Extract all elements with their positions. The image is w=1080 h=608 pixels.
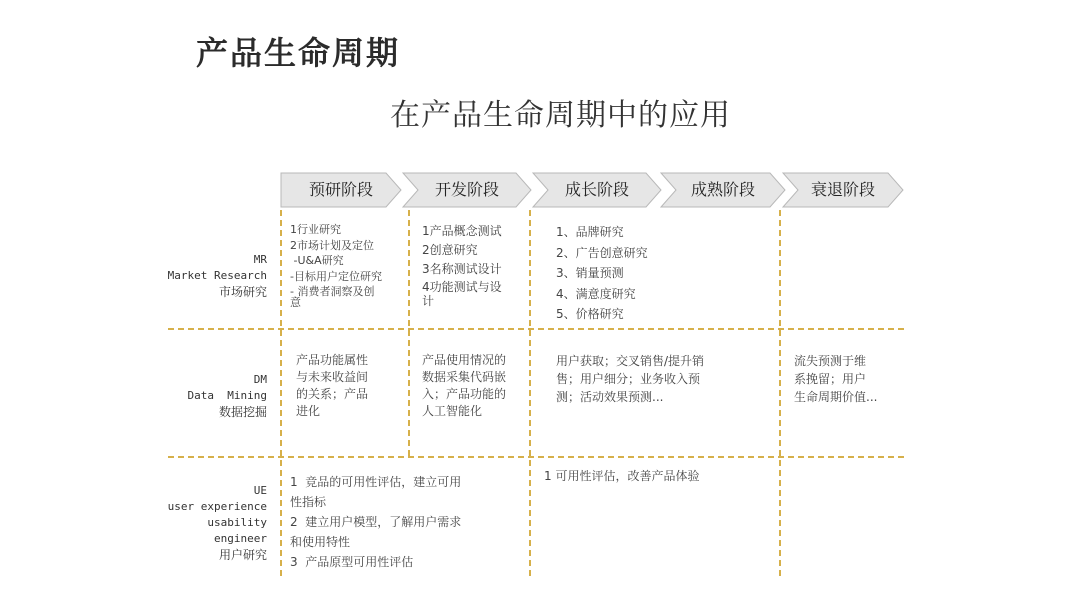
cell-line: 进化 — [296, 404, 321, 418]
cell-ue-research-development — [290, 472, 526, 572]
row-chinese: 市场研究 — [218, 285, 267, 299]
row-chinese: 数据挖掘 — [218, 405, 267, 419]
cell-line: 4功能测试与设 — [422, 280, 502, 294]
row-english: usability — [207, 516, 267, 529]
cell-line: 1行业研究 — [290, 223, 341, 236]
stage-chevron-development — [402, 172, 532, 208]
cell-dm-research — [296, 352, 404, 420]
cell-mr-development — [422, 222, 526, 307]
stage-chevron-maturity — [660, 172, 786, 208]
grid-hline — [168, 328, 904, 330]
cell-line: 人工智能化 — [422, 404, 483, 418]
cell-line: 数据采集代码嵌 — [422, 370, 507, 384]
cell-line: 生命周期价值... — [794, 390, 878, 404]
row-english: Market Research — [167, 269, 267, 282]
cell-line: 流失预测于维 — [794, 354, 867, 368]
cell-mr-growth — [556, 222, 736, 325]
cell-dm-growth — [556, 352, 732, 406]
cell-line: 1 竞品的可用性评估，建立可用 — [290, 475, 462, 489]
cell-line: - 消费者洞察及创 — [290, 285, 375, 298]
cell-line: 3、销量预测 — [556, 266, 624, 280]
grid-vline — [779, 210, 781, 576]
row-chinese: 用户研究 — [218, 548, 267, 562]
row-english: Data Mining — [187, 389, 267, 402]
cell-line: 入；产品功能的 — [422, 387, 507, 401]
grid-vline — [408, 210, 410, 456]
cell-line: 3名称测试设计 — [422, 262, 502, 276]
cell-line: 1 可用性评估，改善产品体验 — [544, 469, 700, 483]
stage-label: 成长阶段 — [564, 180, 629, 199]
stage-chevron-growth — [532, 172, 662, 208]
row-code: DM — [253, 373, 267, 386]
cell-line: 的关系；产品 — [296, 387, 369, 401]
cell-line: 产品使用情况的 — [422, 353, 507, 367]
cell-line: 测；活动效果预测... — [556, 390, 664, 404]
cell-line: 1产品概念测试 — [422, 224, 502, 238]
cell-ue-growth-maturity — [544, 468, 774, 485]
stage-label: 预研阶段 — [308, 180, 373, 199]
cell-line: 性指标 — [290, 495, 327, 509]
cell-line: 系挽留；用户 — [794, 372, 867, 386]
cell-line: 4、满意度研究 — [556, 286, 636, 301]
grid-hline — [168, 456, 904, 458]
cell-dm-development — [422, 352, 528, 420]
cell-line: 3 产品原型可用性评估 — [290, 555, 414, 569]
cell-mr-research — [290, 222, 406, 310]
cell-line: 产品功能属性 — [296, 353, 369, 367]
cell-line: 1、品牌研究 — [556, 225, 624, 239]
cell-line: 2 建立用户模型，了解用户需求 — [290, 515, 462, 529]
cell-line: -U&A研究 — [290, 254, 344, 267]
cell-line: 与未来收益间 — [296, 370, 369, 384]
stage-label: 成熟阶段 — [690, 180, 755, 199]
cell-line: 计 — [422, 294, 435, 308]
grid-vline — [280, 210, 282, 576]
cell-line: 5、价格研究 — [556, 307, 624, 321]
page-title: 产品生命周期 — [196, 34, 401, 72]
stage-chevron-decline — [782, 172, 904, 208]
cell-line: 2、广告创意研究 — [556, 245, 648, 260]
page-subtitle: 在产品生命周期中的应用 — [390, 98, 731, 133]
cell-line: 2市场计划及定位 — [290, 238, 374, 252]
stage-label: 衰退阶段 — [810, 180, 875, 199]
grid-vline — [529, 210, 531, 576]
cell-line: 售；用户细分；业务收入预 — [556, 372, 701, 386]
row-label-mr — [168, 252, 267, 300]
stage-chevron-research — [280, 172, 402, 208]
row-english: engineer — [214, 532, 267, 545]
cell-line: 意 — [290, 295, 301, 309]
cell-line: 和使用特性 — [290, 535, 351, 549]
cell-dm-decline — [794, 352, 904, 406]
cell-line: 2创意研究 — [422, 243, 478, 257]
row-code: MR — [253, 253, 267, 266]
row-label-dm — [188, 372, 267, 420]
cell-line: -目标用户定位研究 — [290, 269, 382, 283]
row-code: UE — [253, 484, 267, 497]
cell-line: 用户获取；交叉销售/提升销 — [556, 354, 705, 368]
stage-label: 开发阶段 — [434, 180, 499, 199]
row-english: user experience — [167, 500, 267, 513]
row-label-ue — [168, 483, 267, 563]
